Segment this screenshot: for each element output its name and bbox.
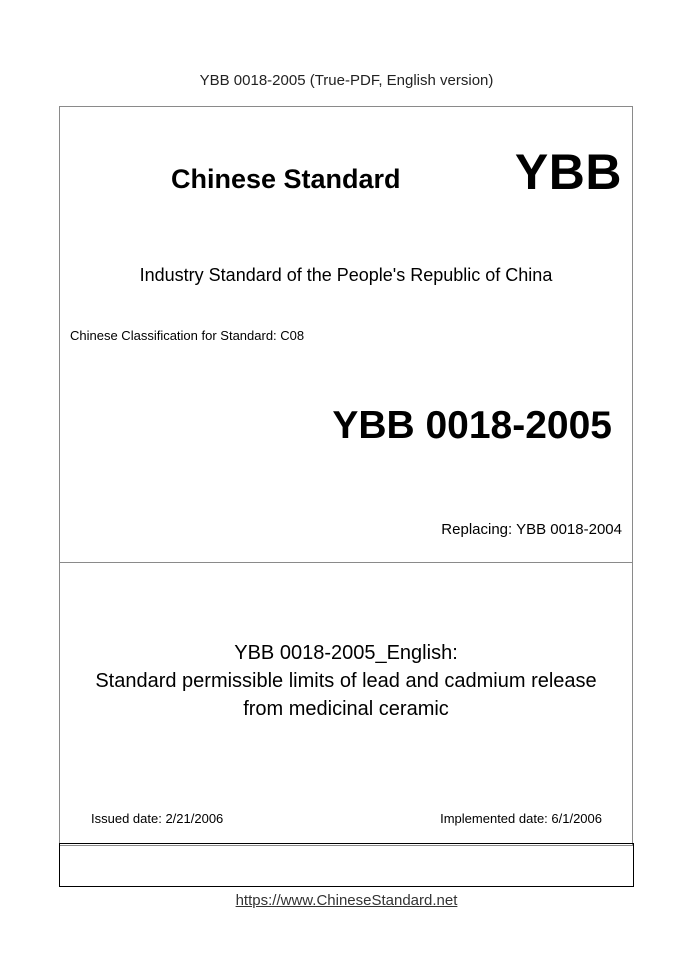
ybb-mark: YBB (514, 144, 622, 200)
document-title (60, 639, 632, 723)
website-link[interactable]: https://www.ChineseStandard.net (235, 892, 458, 909)
issued-date: Issued date: 2/21/2006 (91, 811, 224, 826)
title-line-1: YBB 0018-2005_English: (234, 642, 458, 664)
cover-frame (59, 106, 633, 846)
replacing-line: Replacing: YBB 0018-2004 (441, 521, 622, 538)
cover-top-section (60, 107, 632, 563)
title-line-2: Standard permissible limits of lead and cadmium release (95, 670, 597, 692)
classification-line: Chinese Classification for Standard: C08 (70, 328, 305, 343)
title-line-3: from medicinal ceramic (243, 698, 449, 720)
page-header: YBB 0018-2005 (True-PDF, English version) (199, 72, 494, 89)
implemented-date: Implemented date: 6/1/2006 (440, 811, 602, 826)
blank-box (59, 843, 634, 887)
chinese-standard-heading: Chinese Standard (171, 164, 401, 194)
cover-bottom-section (60, 563, 632, 845)
industry-standard-line: Industry Standard of the People's Republic of China (139, 265, 553, 285)
standard-number: YBB 0018-2005 (332, 404, 612, 447)
